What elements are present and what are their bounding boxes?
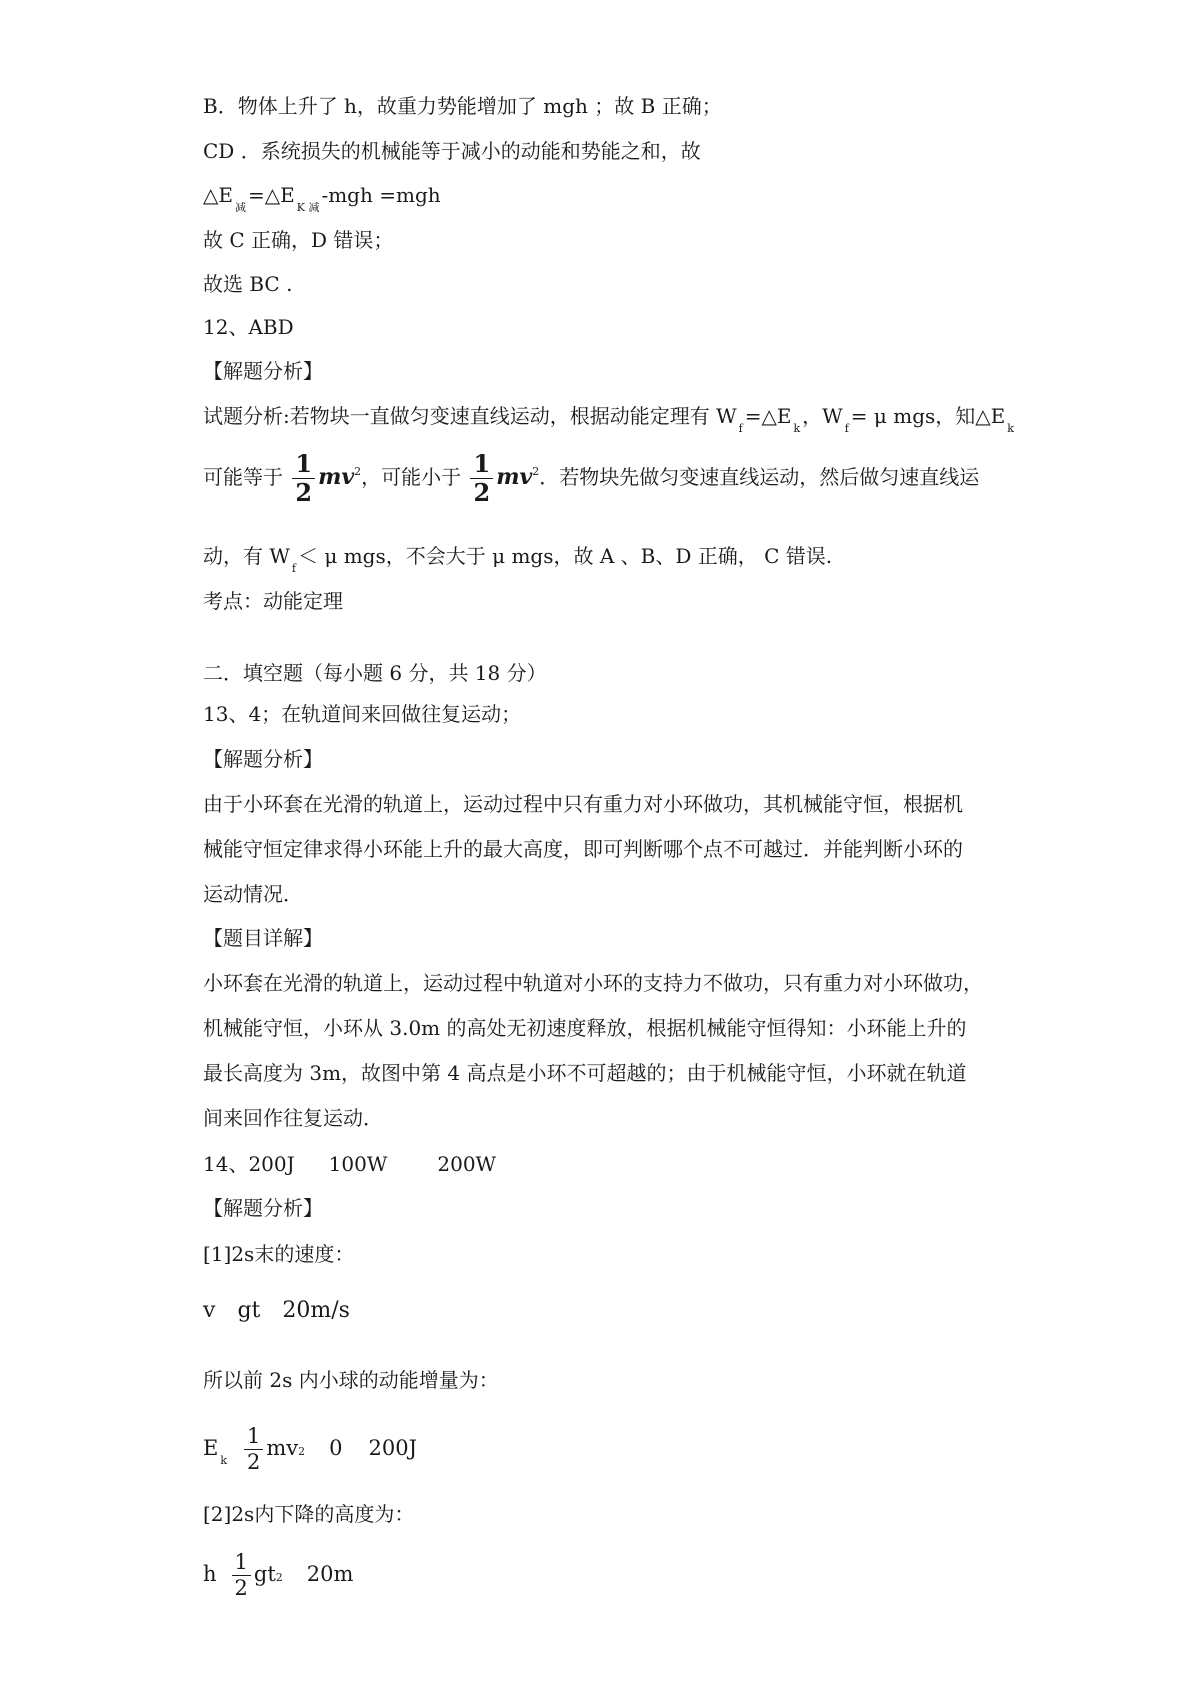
q13-detail-line: 小环套在光滑的轨道上，运动过程中轨道对小环的支持力不做功，只有重力对小环做功， [203,971,983,995]
formula-term: -mgh =mgh [321,183,441,207]
q13-answer: 13、4；在轨道间来回做往复运动； [203,702,522,726]
mv-term: mv [496,464,533,490]
height-formula [203,1544,353,1608]
answer-part: 14、200J [203,1152,295,1176]
superscript: 2 [298,1445,306,1458]
fraction-half: $\frac{1}{2}$ [292,452,315,505]
formula-term: gt [253,1562,276,1586]
formula-term: =△E [247,183,295,207]
energy-loss-formula [203,181,441,213]
superscript: 2 [354,465,362,478]
formula-term: gt [237,1298,261,1323]
text: 动，有 W [203,544,290,568]
fraction-half: $\frac{1}{2}$ [232,1552,251,1599]
fraction-half: $\frac{1}{2}$ [470,452,493,505]
subscript: k [793,422,801,435]
q12-analysis-line-2 [203,450,979,508]
option-cd-line: CD ．系统损失的机械能等于减小的动能和势能之和，故 [203,139,701,163]
text: ＜ μ mgs，不会大于 μ mgs，故 A 、B、D 正确， C 错误. [298,544,833,568]
q13-detail-line: 最长高度为 3m，故图中第 4 高点是小环不可超越的；由于机械能守恒，小环就在轨道 [203,1061,967,1085]
kinetic-energy-formula [203,1418,417,1482]
q13-detail-line: 机械能守恒，小环从 3.0m 的高处无初速度释放，根据机械能守恒得知：小环能上升的 [203,1016,967,1040]
formula-term: 20m [306,1562,354,1586]
formula-term: 20m/s [282,1298,350,1323]
q14-analysis-heading: 【解题分析】 [203,1196,323,1220]
formula-term: 0 [329,1436,343,1460]
mv-term: mv [318,464,355,490]
text: 可能等于 [203,465,283,489]
q13-detail-line: 间来回作往复运动． [203,1106,383,1130]
subscript: f [291,562,296,575]
formula-subscript: 减 [234,201,246,214]
superscript: 2 [275,1571,283,1584]
formula-term: mv [266,1436,299,1460]
formula-term: △E [203,183,233,207]
subscript: k [1007,422,1014,435]
q13-detail-heading: 【题目详解】 [203,926,323,950]
text: 试题分析:若物块一直做匀变速直线运动，根据动能定理有 W [203,404,737,428]
text: ，可能小于 [361,465,462,489]
velocity-formula [203,1297,350,1325]
q14-step-3: [2]2s内下降的高度为： [203,1502,415,1526]
conclusion-line: 故 C 正确，D 错误； [203,228,394,252]
superscript: 2 [532,465,540,478]
option-b-line: B．物体上升了 h，故重力势能增加了 mgh ；故 B 正确； [203,94,722,118]
q13-analysis-line: 械能守恒定律求得小环能上升的最大高度，即可判断哪个点不可越过．并能判断小环的 [203,837,963,861]
q12-analysis-line-3 [203,542,832,574]
answer-part: 200W [437,1152,497,1176]
subscript: k [220,1454,228,1467]
q13-analysis-line: 运动情况． [203,882,303,906]
fraction-half: $\frac{1}{2}$ [244,1426,263,1473]
q12-key-point: 考点：动能定理 [203,589,343,613]
text: ，W [802,404,843,428]
q14-step-2: 所以前 2s 内小球的动能增量为： [203,1368,499,1392]
formula-term: E [203,1436,219,1460]
text: = μ mgs，知△E [850,404,1006,428]
section-2-heading: 二．填空题（每小题 6 分，共 18 分） [203,661,547,685]
q12-analysis-heading: 【解题分析】 [203,359,323,383]
text: ．若物块先做匀变速直线运动，然后做匀速直线运 [539,465,980,489]
formula-term: v [203,1298,216,1323]
q13-analysis-heading: 【解题分析】 [203,747,323,771]
text: =△E [744,404,792,428]
q12-answer: 12、ABD [203,315,294,339]
answer-part: 100W [328,1152,388,1176]
q13-analysis-line: 由于小环套在光滑的轨道上，运动过程中只有重力对小环做功，其机械能守恒，根据机 [203,792,963,816]
subscript: f [844,422,849,435]
formula-subscript: K 减 [296,201,320,214]
q14-answer [203,1150,496,1178]
q14-step-1: [1]2s末的速度： [203,1242,355,1266]
formula-term: 200J [368,1436,418,1460]
formula-term: h [203,1562,217,1586]
subscript: f [738,422,743,435]
choice-line: 故选 BC . [203,272,293,296]
q12-analysis-line-1 [203,402,1016,434]
